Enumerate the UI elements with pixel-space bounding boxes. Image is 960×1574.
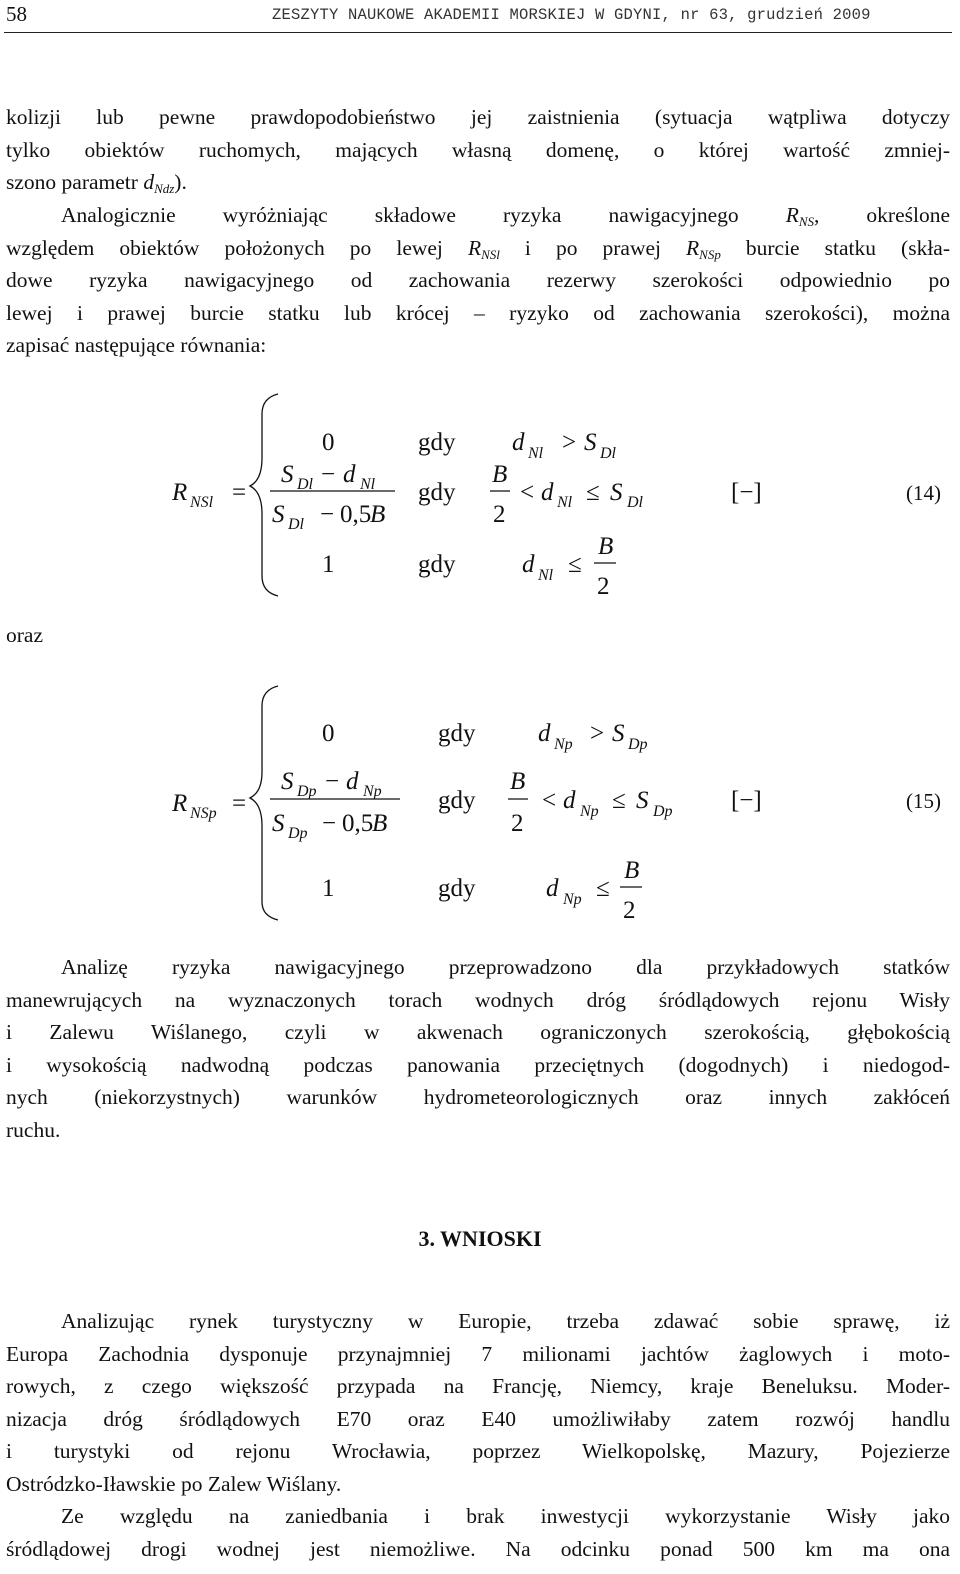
eq15-den-minus: − (322, 810, 337, 837)
eq14-case2-d-sub: Nl (557, 494, 573, 511)
eq15-case3-le: ≤ (596, 875, 610, 902)
eq14-den-B: B (370, 501, 386, 528)
equation-14 (0, 380, 960, 610)
eq15-case2-gdy: gdy (438, 787, 476, 814)
text-line: kolizji lub pewne prawdopodobieństwo jej zaistnienia (sytuacja wątpliwa dotyczy (6, 105, 950, 129)
eq15-case1-d: d (538, 720, 551, 747)
eq15-lhs: R (172, 790, 188, 817)
eq15-case1-S: S (612, 720, 625, 747)
eq14-case1-gt: > (562, 429, 577, 456)
eq15-num-d-sub: Np (363, 783, 382, 800)
eq15-case1-S-sub: Dp (628, 736, 648, 753)
eq14-equals: = (232, 479, 247, 506)
eq15-num-d: d (346, 768, 359, 795)
eq14-num-S-sub: Dl (297, 476, 313, 493)
text-line: tylko obiektów ruchomych, mających własną domenę, o której wartość zmniej- (6, 137, 950, 162)
text-line: i wysokością nadwodną podczas panowania przeciętnych (dogodnych) i niedogod- (6, 1052, 950, 1077)
eq14-case3-d: d (522, 551, 535, 578)
eq15-case2-d-sub: Np (580, 803, 599, 820)
eq15-case3-d-sub: Np (563, 891, 582, 908)
eq15-num-S-sub: Dp (297, 783, 317, 800)
text-line: nych (niekorzystnych) warunków hydrometeorologicznych oraz innych zakłóceń (6, 1085, 950, 1109)
paragraph-vistula (6, 1500, 950, 1565)
eq15-case1-gt: > (590, 720, 605, 747)
text-line: Analogicznie wyróżniając składowe ryzyka nawigacyjnego $R_{NS}$, określone (61, 203, 950, 229)
eq14-num-d: d (343, 461, 356, 488)
eq15-case2-S: S (636, 787, 649, 814)
text-line: Ze względu na zaniedbania i brak inwestycji wykorzystanie Wisły jako (61, 1504, 950, 1528)
eq15-case1-gdy: gdy (438, 720, 476, 747)
text-line: szono parametr $d_{Ndz}$). (6, 170, 187, 196)
eq14-case3-le: ≤ (568, 551, 582, 578)
eq14-case2-d: d (541, 479, 554, 506)
eq15-case2-two: 2 (511, 810, 524, 837)
eq14-number: (14) (906, 481, 941, 505)
running-header (0, 0, 960, 32)
eq15-num-S: S (281, 768, 294, 795)
text-line: ruchu. (6, 1117, 61, 1142)
eq14-case1-gdy: gdy (418, 429, 456, 456)
paragraph-continuation (6, 101, 950, 199)
eq14-case2-le: ≤ (586, 479, 600, 506)
eq14-left-brace (250, 394, 278, 596)
text-line: lewej i prawej burcie statku lub krócej – ryzyko od zachowania szerokości), można (6, 300, 950, 325)
eq14-case3-B: B (598, 533, 614, 560)
eq14-case2-two: 2 (493, 501, 506, 528)
eq14-case2-B: B (492, 461, 508, 488)
eq15-case2-S-sub: Dp (653, 803, 673, 820)
text-line: i turystyki od rejonu Wrocławia, poprzez Wielkopolskę, Mazury, Pojezierze (6, 1439, 950, 1463)
connector-oraz: oraz (6, 623, 43, 647)
section-heading: 3. WNIOSKI (418, 1226, 542, 1251)
eq14-unit: [−] (731, 479, 762, 506)
eq15-left-brace (250, 686, 278, 920)
eq14-case3-value: 1 (322, 551, 335, 578)
eq14-case1-value: 0 (322, 429, 335, 456)
eq14-den-S-sub: Dl (288, 516, 304, 533)
eq15-case2-B: B (510, 768, 526, 795)
eq15-num-minus: − (325, 768, 340, 795)
eq15-case2-d: d (563, 787, 576, 814)
eq14-lhs: R (172, 479, 188, 506)
eq15-case3-B: B (624, 857, 640, 884)
eq15-case2-lt: < (542, 787, 557, 814)
eq15-den-S: S (272, 810, 285, 837)
eq14-case1-S: S (584, 429, 597, 456)
eq14-case2-gdy: gdy (418, 479, 456, 506)
eq15-den-B: B (372, 810, 388, 837)
text-line: śródlądowej drogi wodnej jest niemożliwe. Na odcinku ponad 500 km ma ona (6, 1536, 950, 1561)
eq14-den-minus: − (320, 501, 335, 528)
equation-15 (0, 676, 960, 926)
eq15-lhs-sub: NSp (190, 805, 217, 822)
eq14-case2-S: S (610, 479, 623, 506)
eq14-case2-S-sub: Dl (627, 494, 643, 511)
eq14-case3-gdy: gdy (418, 551, 456, 578)
eq14-case1-S-sub: Dl (600, 445, 616, 462)
eq14-lhs-sub: NSl (190, 494, 214, 511)
header-rule (4, 32, 952, 33)
eq15-unit: [−] (731, 787, 762, 814)
text-line: Ostródzko-Iławskie po Zalew Wiślany. (6, 1471, 342, 1496)
eq15-case3-two: 2 (623, 897, 636, 924)
eq15-case1-d-sub: Np (554, 736, 573, 753)
paragraph-analysis (6, 951, 950, 1146)
text-line: zapisać następujące równania: (6, 333, 267, 357)
text-line: względem obiektów położonych po lewej $R_{NSl}$ i po prawej $R_{NSp}$ burcie statku (skła- (6, 235, 950, 262)
eq14-den-coef: 0,5 (340, 501, 372, 528)
text-line: i Zalewu Wiślanego, czyli w akwenach ograniczonych szerokością, głębokością (6, 1020, 950, 1044)
eq15-den-S-sub: Dp (288, 825, 308, 842)
text-line: Europa Zachodnia dysponuje przynajmniej 7 milionami jachtów żaglowych i moto- (6, 1341, 950, 1366)
eq15-case3-d: d (546, 875, 559, 902)
text-line: nizacja dróg śródlądowych E70 oraz E40 umożliwiłaby zatem rozwój handlu (6, 1406, 950, 1431)
eq14-num-minus: − (321, 461, 336, 488)
eq14-num-d-sub: Nl (360, 476, 376, 493)
text-line: dowe ryzyka nawigacyjnego od zachowania rezerwy szerokości odpowiednio po (6, 268, 950, 292)
eq14-case3-d-sub: Nl (538, 567, 554, 584)
equation-14-graphic (0, 380, 960, 610)
eq14-den-S: S (272, 501, 285, 528)
eq15-case3-value: 1 (322, 875, 335, 902)
eq15-equals: = (232, 790, 247, 817)
eq14-num-S: S (281, 461, 294, 488)
eq15-case3-gdy: gdy (438, 875, 476, 902)
text-line: manewrujących na wyznaczonych torach wodnych dróg śródlądowych rejonu Wisły (6, 987, 950, 1012)
eq14-case1-d: d (512, 429, 525, 456)
eq14-case1-d-sub: Nl (528, 445, 544, 462)
eq14-case2-lt: < (520, 479, 535, 506)
paragraph-risk-components (6, 199, 950, 362)
page-number: 58 (6, 2, 27, 26)
running-title: ZESZYTY NAUKOWE AKADEMII MORSKIEJ W GDYNI, nr 63, grudzień 2009 (272, 6, 871, 24)
equation-15-graphic (0, 676, 960, 926)
text-line: rowych, z czego większość przypada na Francję, Niemcy, kraje Beneluksu. Moder- (6, 1374, 950, 1398)
text-line: Analizę ryzyka nawigacyjnego przeprowadzono dla przykładowych statków (61, 955, 950, 979)
eq14-case3-two: 2 (597, 573, 610, 600)
eq15-den-coef: 0,5 (342, 810, 374, 837)
eq15-number: (15) (906, 789, 941, 813)
eq15-case2-le: ≤ (612, 787, 626, 814)
text-line: Analizując rynek turystyczny w Europie, trzeba zdawać sobie sprawę, iż (61, 1309, 950, 1333)
eq15-case1-value: 0 (322, 720, 335, 747)
paragraph-conclusions (6, 1305, 950, 1500)
